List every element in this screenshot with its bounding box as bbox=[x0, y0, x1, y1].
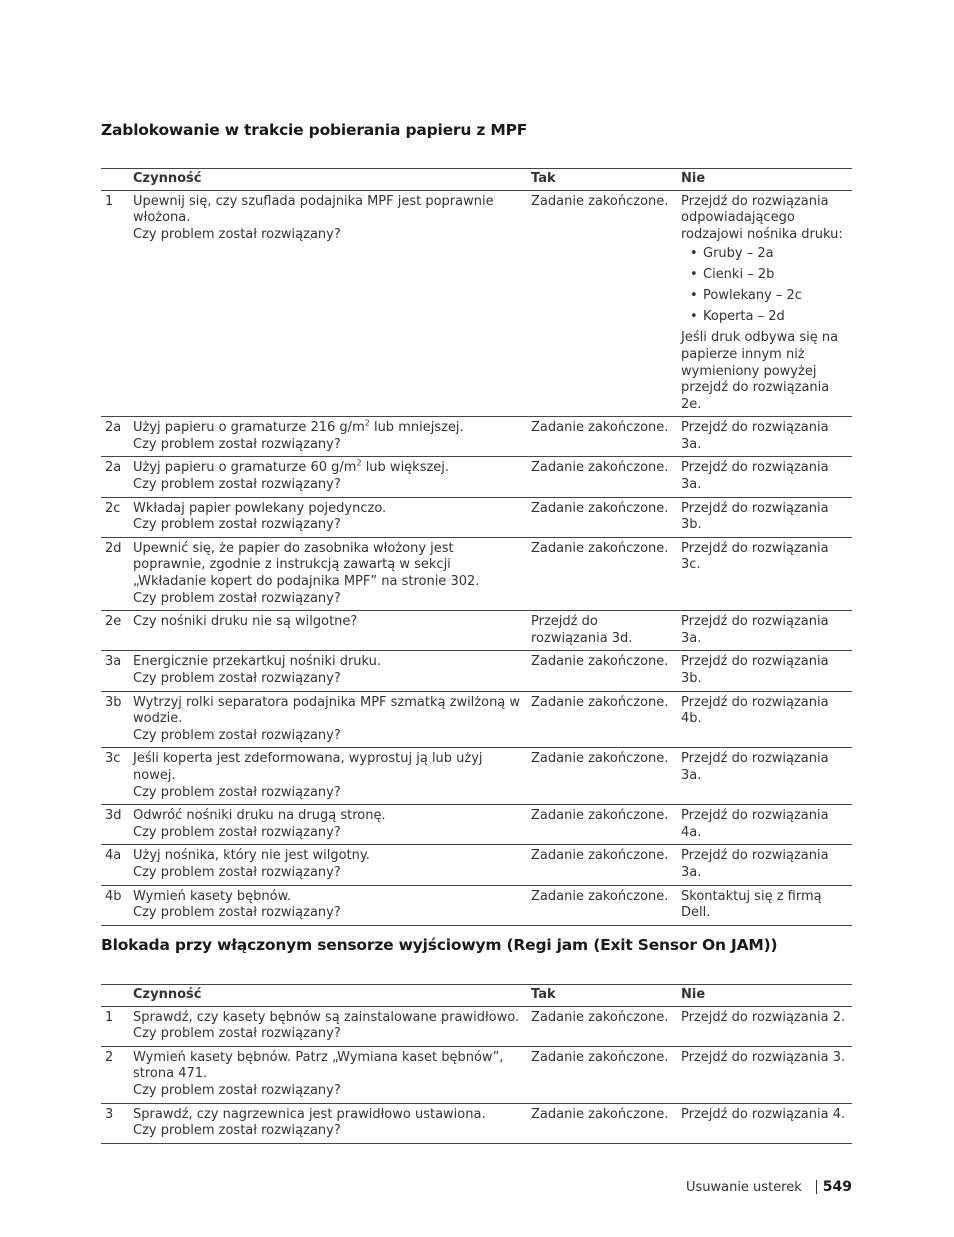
list-item: • Powlekany – 2c bbox=[703, 288, 848, 305]
table-row bbox=[101, 805, 852, 845]
step-number: 2a bbox=[105, 460, 122, 476]
header-action: Czynność bbox=[133, 171, 202, 186]
step-action bbox=[129, 1046, 527, 1103]
table-row bbox=[101, 1006, 852, 1046]
action-question: Czy problem został rozwiązany? bbox=[133, 590, 341, 606]
step-number: 4a bbox=[105, 848, 122, 864]
table-row bbox=[101, 885, 852, 925]
step-yes: Zadanie zakończone. bbox=[531, 1009, 669, 1025]
step-no: Przejdź do rozwiązania 4. bbox=[681, 1106, 846, 1122]
header-no: Nie bbox=[681, 987, 706, 1002]
section-title: Zablokowanie w trakcie pobierania papieru z MPF bbox=[101, 121, 528, 139]
step-action bbox=[129, 1006, 527, 1046]
step-action bbox=[129, 805, 527, 845]
no-outro: Jeśli druk odbywa się na papierze innym niż wymieniony powyżej przejdź do rozwiązania 2e. bbox=[681, 330, 839, 412]
action-text bbox=[133, 460, 523, 477]
step-action bbox=[129, 611, 527, 651]
step-number: 1 bbox=[105, 193, 114, 209]
step-number: 4b bbox=[105, 888, 122, 904]
step-action bbox=[129, 845, 527, 885]
list-item: • Gruby – 2a bbox=[703, 246, 848, 263]
step-no: Przejdź do rozwiązania 2. bbox=[681, 1009, 846, 1025]
step-action bbox=[129, 1103, 527, 1143]
header-num bbox=[101, 985, 129, 1007]
step-no: Przejdź do rozwiązania 3a. bbox=[681, 751, 829, 783]
step-yes: Przejdź do rozwiązania 3d. bbox=[531, 614, 633, 646]
step-no: Skontaktuj się z firmą Dell. bbox=[681, 888, 822, 921]
superscript: 2 bbox=[356, 459, 362, 469]
action-text: Czy nośniki druku nie są wilgotne? bbox=[133, 614, 358, 630]
action-question: Czy problem został rozwiązany? bbox=[133, 477, 341, 493]
list-item: • Cienki – 2b bbox=[703, 267, 848, 284]
troubleshooting-table-mpf bbox=[101, 168, 852, 926]
action-question: Czy problem został rozwiązany? bbox=[133, 671, 341, 686]
action-question: Czy problem został rozwiązany? bbox=[133, 864, 341, 880]
action-text-pre: Użyj papieru o gramaturze 216 g/m bbox=[133, 420, 365, 436]
action-question: Czy problem został rozwiązany? bbox=[133, 824, 341, 840]
no-intro: Przejdź do rozwiązania odpowiadającego rodzajowi nośnika druku: bbox=[681, 193, 843, 242]
table-row bbox=[101, 1046, 852, 1103]
table-row bbox=[101, 1103, 852, 1143]
step-no: Przejdź do rozwiązania 3b. bbox=[681, 654, 829, 686]
step-yes: Zadanie zakończone. bbox=[531, 654, 669, 670]
action-text: Jeśli koperta jest zdeformowana, wyprostuj ją lub użyj nowej. bbox=[133, 751, 483, 783]
page-footer bbox=[686, 1179, 852, 1195]
table-row bbox=[101, 611, 852, 651]
step-action bbox=[129, 651, 527, 691]
header-yes: Tak bbox=[531, 987, 556, 1002]
header-num bbox=[101, 169, 129, 191]
step-yes: Zadanie zakończone. bbox=[531, 808, 669, 824]
step-action bbox=[129, 748, 527, 805]
action-text: Wymień kasety bębnów. bbox=[133, 888, 292, 904]
table-header-row bbox=[101, 169, 852, 191]
action-question: Czy problem został rozwiązany? bbox=[133, 727, 341, 743]
media-type-list bbox=[681, 246, 848, 326]
table-body bbox=[101, 497, 852, 925]
step-no: Przejdź do rozwiązania 3c. bbox=[681, 540, 829, 573]
step-yes: Zadanie zakończone. bbox=[531, 1049, 669, 1065]
step-number: 2e bbox=[105, 614, 122, 630]
action-question: Czy problem został rozwiązany? bbox=[133, 905, 341, 921]
step-action bbox=[129, 417, 527, 457]
action-text: Upewnić się, że papier do zasobnika włożony jest poprawnie, zgodnie z instrukcją zawartą w sekcji „Wkładanie kopert do podajnika MPF” na stronie 302. bbox=[133, 540, 480, 590]
table-row bbox=[101, 417, 852, 457]
action-text: włożona. bbox=[133, 210, 191, 226]
table-row bbox=[101, 537, 852, 610]
troubleshooting-table-exit-sensor bbox=[101, 984, 852, 1144]
step-number: 3b bbox=[105, 694, 122, 710]
action-question: Czy problem został rozwiązany? bbox=[133, 1123, 341, 1139]
step-number: 3c bbox=[105, 751, 121, 767]
step-action bbox=[129, 537, 527, 610]
action-question: Czy problem został rozwiązany? bbox=[133, 1082, 341, 1098]
step-no: Przejdź do rozwiązania 3a. bbox=[681, 460, 829, 493]
step-number: 2a bbox=[105, 420, 122, 436]
step-yes: Zadanie zakończone. bbox=[531, 193, 669, 209]
step-yes: Zadanie zakończone. bbox=[531, 500, 669, 516]
action-question: Czy problem został rozwiązany? bbox=[133, 226, 341, 242]
step-yes: Zadanie zakończone. bbox=[531, 888, 669, 904]
list-item: • Koperta – 2d bbox=[703, 309, 848, 326]
step-no: Przejdź do rozwiązania 3a. bbox=[681, 420, 829, 452]
footer-section: Usuwanie usterek bbox=[685, 1179, 802, 1195]
section-title: Blokada przy włączonym sensorze wyjściowym (Regi jam (Exit Sensor On JAM)) bbox=[101, 936, 778, 954]
step-no: Przejdź do rozwiązania 3. bbox=[681, 1049, 846, 1065]
step-yes: Zadanie zakończone. bbox=[531, 460, 669, 476]
action-text: Sprawdź, czy kasety bębnów są zainstalowane prawidłowo. bbox=[133, 1009, 520, 1025]
table-row bbox=[101, 748, 852, 805]
table-row bbox=[101, 497, 852, 537]
action-text-pre: Użyj papieru o gramaturze 60 g/m bbox=[133, 460, 357, 476]
action-question: Czy problem został rozwiązany? bbox=[133, 1026, 341, 1042]
action-text: Upewnij się, czy szuflada podajnika MPF jest poprawnie bbox=[133, 193, 494, 209]
step-no: Przejdź do rozwiązania 4b. bbox=[681, 694, 829, 727]
step-action bbox=[129, 457, 527, 497]
step-number: 3a bbox=[105, 654, 122, 670]
table-body bbox=[101, 1006, 852, 1143]
superscript: 2 bbox=[364, 418, 370, 428]
action-text: Energicznie przekartkuj nośniki druku. bbox=[133, 654, 382, 670]
action-text: Sprawdź, czy nagrzewnica jest prawidłowo ustawiona. bbox=[133, 1106, 486, 1122]
step-action bbox=[129, 691, 527, 748]
table-header-row bbox=[101, 985, 852, 1007]
step-number: 2c bbox=[105, 500, 121, 516]
step-yes: Zadanie zakończone. bbox=[531, 420, 669, 436]
action-question: Czy problem został rozwiązany? bbox=[133, 784, 341, 800]
table-row bbox=[101, 190, 852, 417]
step-action bbox=[129, 190, 527, 417]
action-text: Odwróć nośniki druku na drugą stronę. bbox=[133, 808, 386, 824]
table-row bbox=[101, 651, 852, 691]
action-text: Wymień kasety bębnów. Patrz „Wymiana kaset bębnów”, strona 471. bbox=[133, 1049, 504, 1082]
step-no: Przejdź do rozwiązania 3a. bbox=[681, 614, 829, 646]
header-yes: Tak bbox=[531, 171, 556, 186]
step-number: 2d bbox=[105, 540, 122, 556]
table-row bbox=[101, 845, 852, 885]
header-no: Nie bbox=[681, 171, 706, 186]
action-question: Czy problem został rozwiązany? bbox=[133, 436, 341, 452]
step-yes: Zadanie zakończone. bbox=[531, 848, 669, 864]
action-text bbox=[133, 420, 523, 437]
step-number: 1 bbox=[105, 1009, 114, 1025]
table-row bbox=[101, 691, 852, 748]
step-number: 2 bbox=[105, 1049, 114, 1065]
step-yes: Zadanie zakończone. bbox=[531, 694, 669, 710]
step-no bbox=[677, 190, 852, 417]
table-row bbox=[101, 457, 852, 497]
step-number: 3 bbox=[105, 1106, 114, 1122]
action-text-post: lub mniejszej. bbox=[369, 420, 464, 436]
step-action bbox=[129, 885, 527, 925]
header-action: Czynność bbox=[133, 987, 202, 1002]
footer-divider bbox=[816, 1180, 817, 1194]
action-text: Wkładaj papier powlekany pojedynczo. bbox=[133, 500, 387, 516]
step-no: Przejdź do rozwiązania 3b. bbox=[681, 500, 829, 533]
page-number: 549 bbox=[822, 1179, 852, 1195]
action-text-post: lub większej. bbox=[361, 460, 450, 476]
action-question: Czy problem został rozwiązany? bbox=[133, 517, 341, 533]
step-yes: Zadanie zakończone. bbox=[531, 540, 669, 556]
step-yes: Zadanie zakończone. bbox=[531, 1106, 669, 1122]
step-yes: Zadanie zakończone. bbox=[531, 751, 669, 767]
step-no: Przejdź do rozwiązania 3a. bbox=[681, 848, 829, 880]
step-number: 3d bbox=[105, 808, 122, 824]
action-text: Użyj nośnika, który nie jest wilgotny. bbox=[133, 848, 370, 864]
step-no: Przejdź do rozwiązania 4a. bbox=[681, 808, 829, 840]
action-text: Wytrzyj rolki separatora podajnika MPF szmatką zwilżoną w wodzie. bbox=[133, 694, 521, 727]
step-action bbox=[129, 497, 527, 537]
